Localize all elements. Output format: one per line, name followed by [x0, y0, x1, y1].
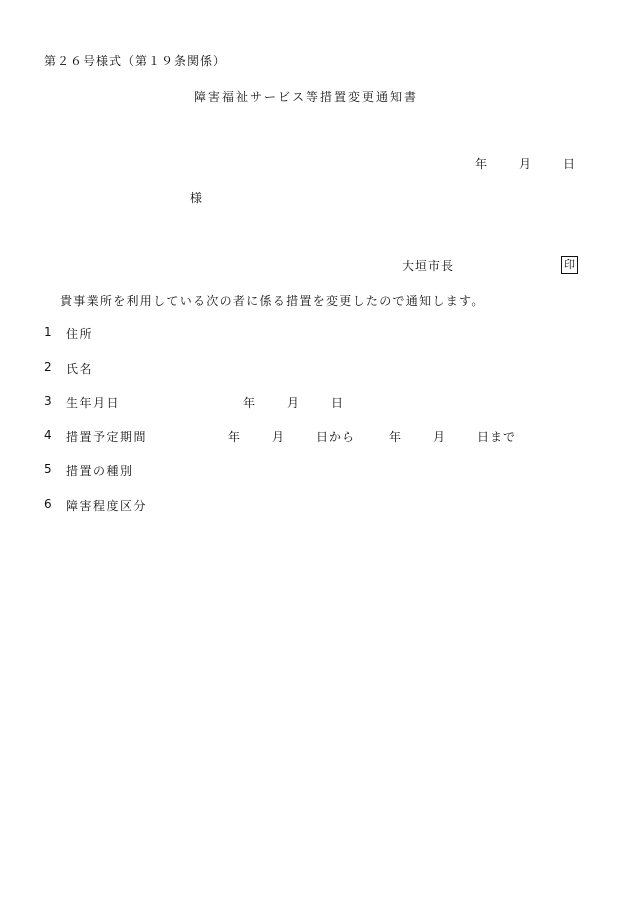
document-title: 障害福祉サービス等措置変更通知書 — [194, 90, 419, 104]
item-number: 2 — [44, 360, 52, 374]
item-label-address: 住所 — [66, 327, 94, 341]
period-start-month: 月 — [272, 430, 285, 444]
issue-date-month: 月 — [519, 157, 532, 171]
item-label-name: 氏名 — [66, 362, 94, 376]
period-end-day: 日まで — [477, 430, 517, 444]
period-end-year: 年 — [389, 430, 402, 444]
item-number: 5 — [44, 462, 52, 476]
item-label-measure-type: 措置の種別 — [66, 464, 134, 478]
issue-date-year: 年 — [475, 157, 488, 171]
item-label-disability-level: 障害程度区分 — [66, 499, 148, 513]
sender-name: 大垣市長 — [402, 259, 455, 273]
birthdate-day: 日 — [331, 396, 344, 410]
form-number: 第２６号様式（第１９条関係） — [44, 54, 227, 68]
birthdate-year: 年 — [243, 396, 256, 410]
item-number: 3 — [44, 394, 52, 408]
item-number: 1 — [44, 325, 52, 339]
seal-mark: 印 — [561, 256, 578, 274]
item-number: 6 — [44, 497, 52, 511]
item-label-period: 措置予定期間 — [66, 430, 148, 444]
notice-body-text: 貴事業所を利用している次の者に係る措置を変更したので通知します。 — [60, 294, 485, 308]
issue-date-day: 日 — [563, 157, 576, 171]
birthdate-month: 月 — [287, 396, 300, 410]
period-start-year: 年 — [228, 430, 241, 444]
item-number: 4 — [44, 428, 52, 442]
recipient-honorific: 様 — [190, 191, 203, 205]
item-label-birthdate: 生年月日 — [66, 396, 121, 410]
period-end-month: 月 — [433, 430, 446, 444]
period-start-day: 日から — [316, 430, 356, 444]
